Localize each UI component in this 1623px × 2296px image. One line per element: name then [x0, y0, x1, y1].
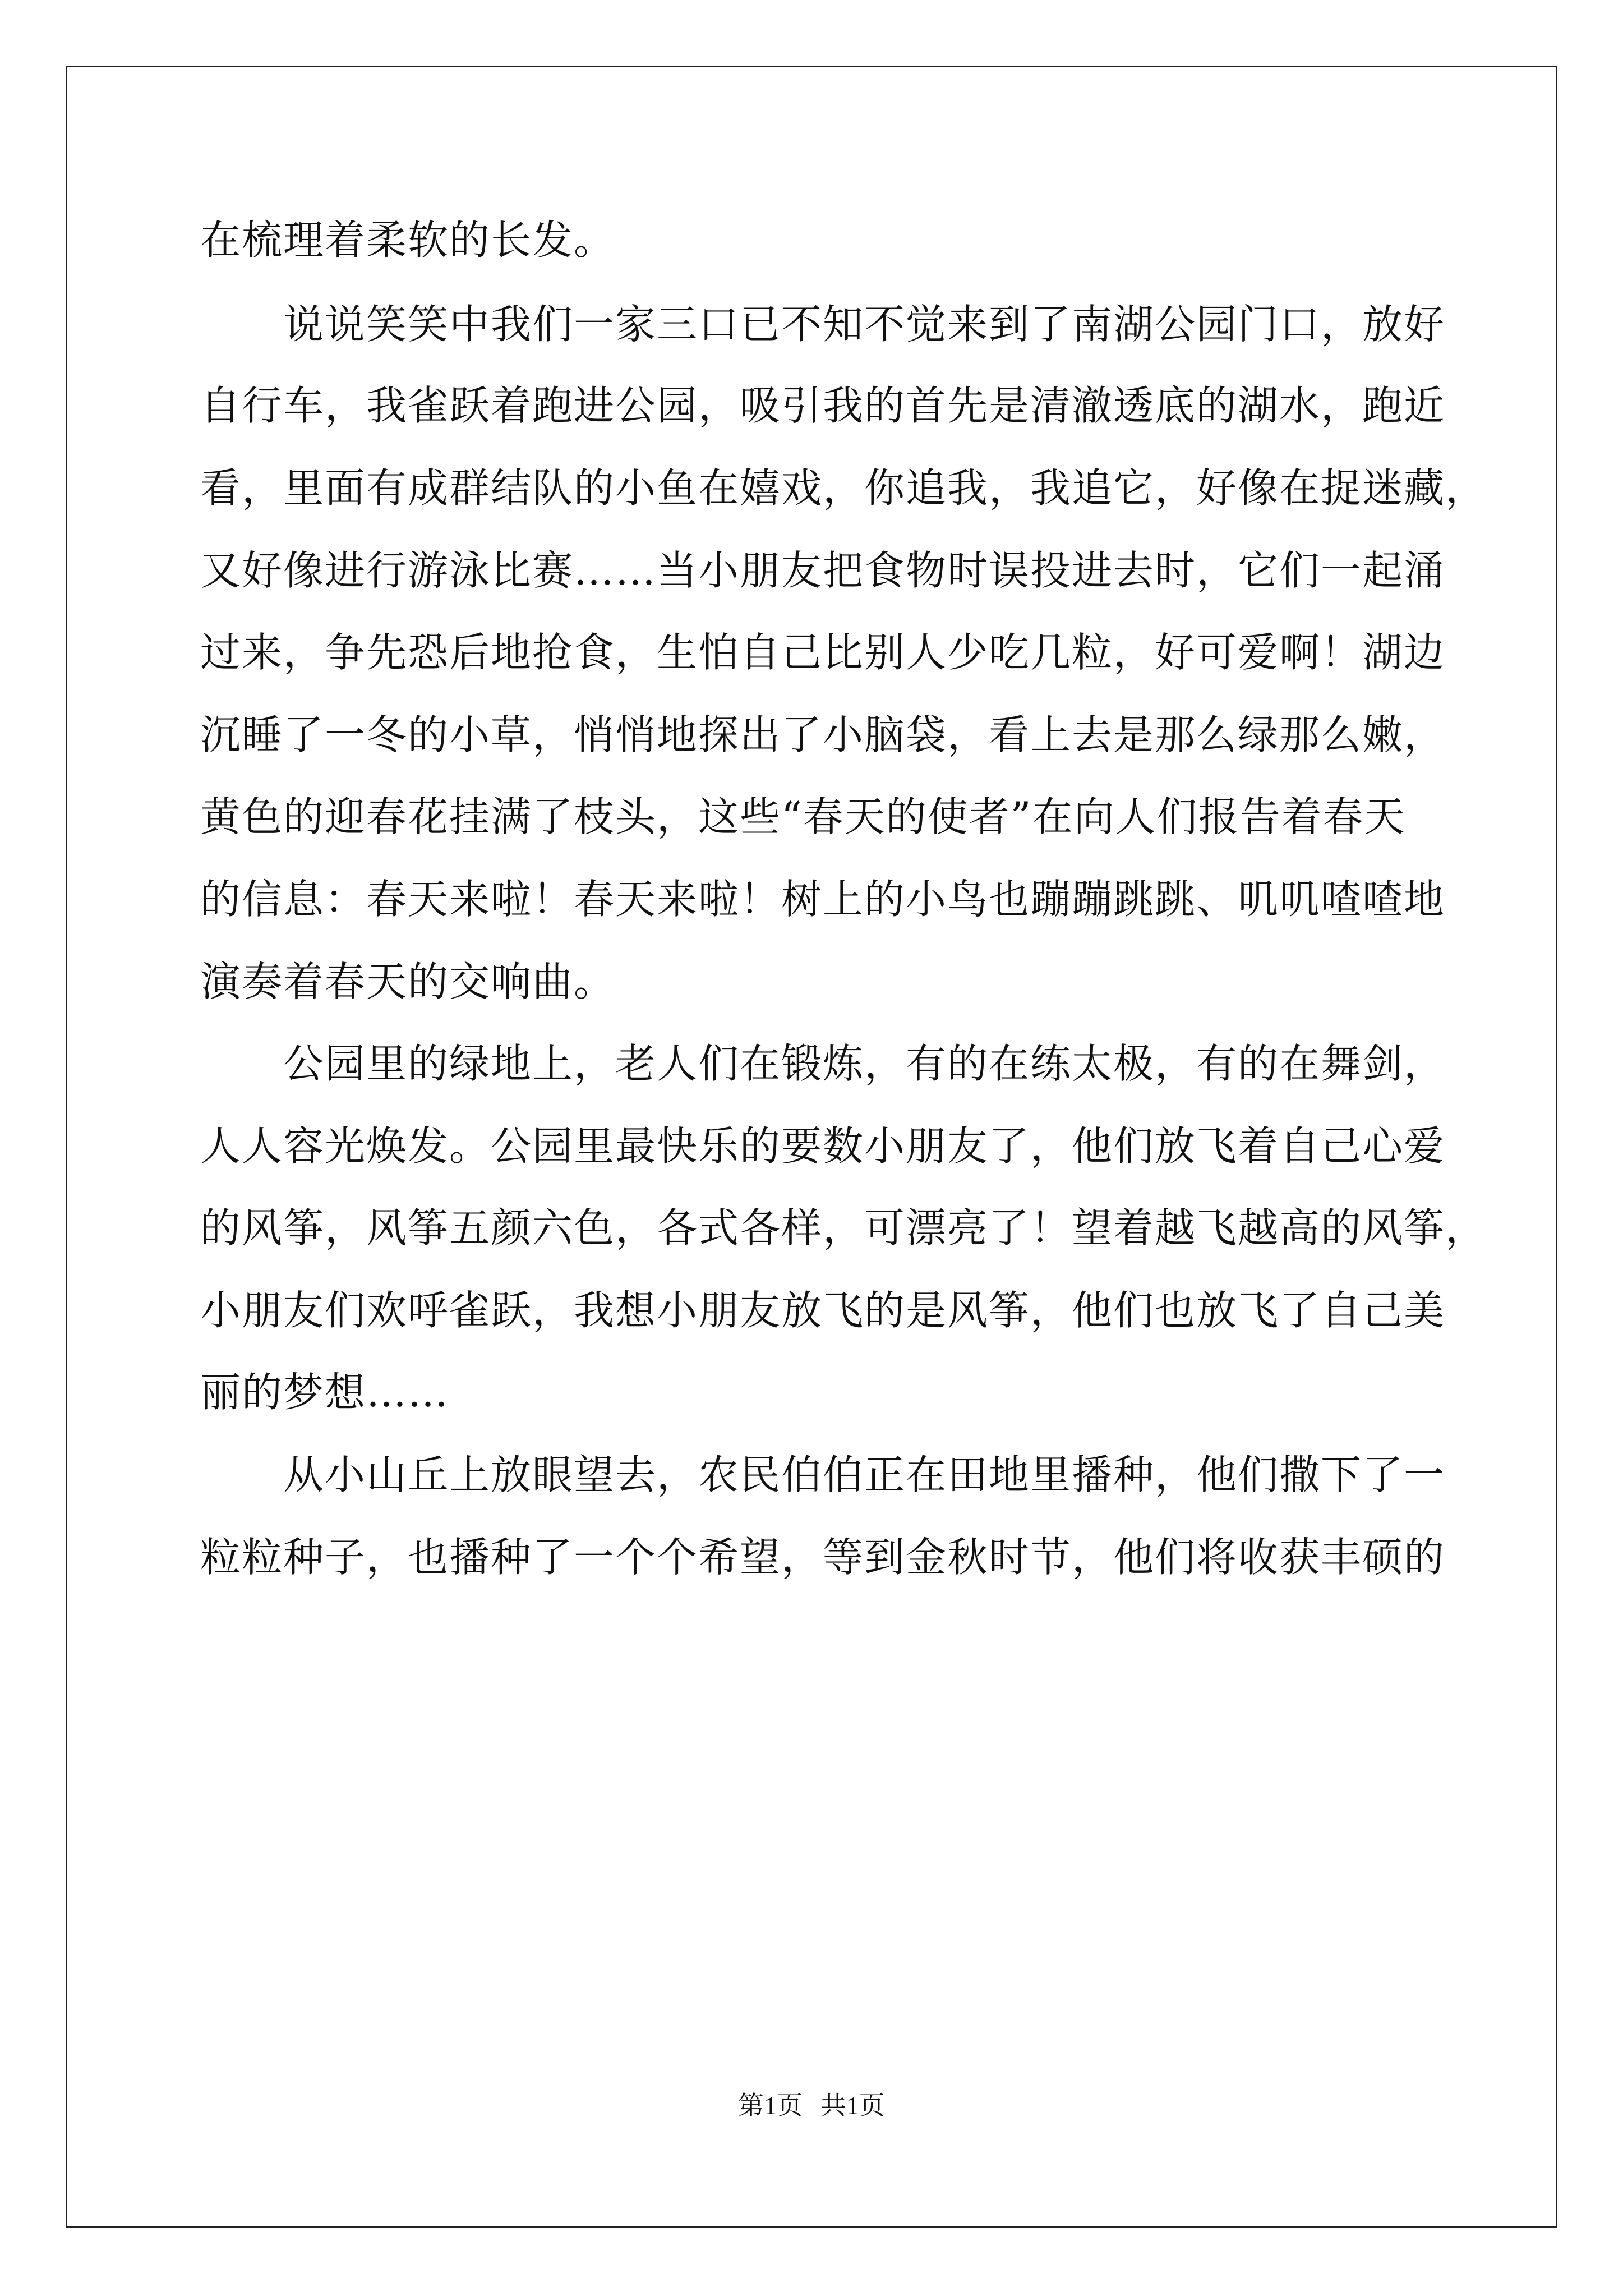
text-line: 的信息：春天来啦！春天来啦！树上的小鸟也蹦蹦跳跳、叽叽喳喳地 [200, 876, 1446, 923]
text-line: 丽的梦想…… [200, 1369, 450, 1416]
text-line: 演奏着春天的交响曲。 [200, 958, 616, 1005]
text-line: 沉睡了一冬的小草，悄悄地探出了小脑袋，看上去是那么绿那么嫩， [200, 711, 1446, 758]
text-line: 的风筝，风筝五颜六色，各式各样，可漂亮了！望着越飞越高的风筝， [200, 1204, 1487, 1251]
text-line: 又好像进行游泳比赛……当小朋友把食物时误投进去时，它们一起涌 [200, 547, 1446, 594]
text-line: 说说笑笑中我们一家三口已不知不觉来到了南湖公园门口，放好 [283, 301, 1446, 348]
text-line: 粒粒种子，也播种了一个个希望，等到金秋时节，他们将收获丰硕的 [200, 1534, 1446, 1581]
text-line: 小朋友们欢呼雀跃，我想小朋友放飞的是风筝，他们也放飞了自己美 [200, 1287, 1446, 1334]
text-line: 看，里面有成群结队的小鱼在嬉戏，你追我，我追它，好像在捉迷藏， [200, 464, 1487, 512]
page-total: 共1页 [820, 2091, 885, 2120]
text-line: 公园里的绿地上，老人们在锻炼，有的在练太极，有的在舞剑， [283, 1040, 1446, 1087]
text-line: 人人容光焕发。公园里最快乐的要数小朋友了，他们放飞着自己心爱 [200, 1122, 1446, 1170]
text-line: 自行车，我雀跃着跑进公园，吸引我的首先是清澈透底的湖水，跑近 [200, 382, 1446, 429]
text-line: 从小山丘上放眼望去，农民伯伯正在田地里播种，他们撒下了一 [283, 1451, 1446, 1498]
page-footer [0, 2090, 1623, 2122]
text-line: 过来，争先恐后地抢食，生怕自己比别人少吃几粒，好可爱啊！湖边 [200, 629, 1446, 676]
page-number: 第1页 [738, 2091, 803, 2120]
text-line: 在梳理着柔软的长发。 [200, 217, 616, 264]
text-line: 黄色的迎春花挂满了枝头，这些“春天的使者”在向人们报告着春天 [200, 793, 1406, 840]
